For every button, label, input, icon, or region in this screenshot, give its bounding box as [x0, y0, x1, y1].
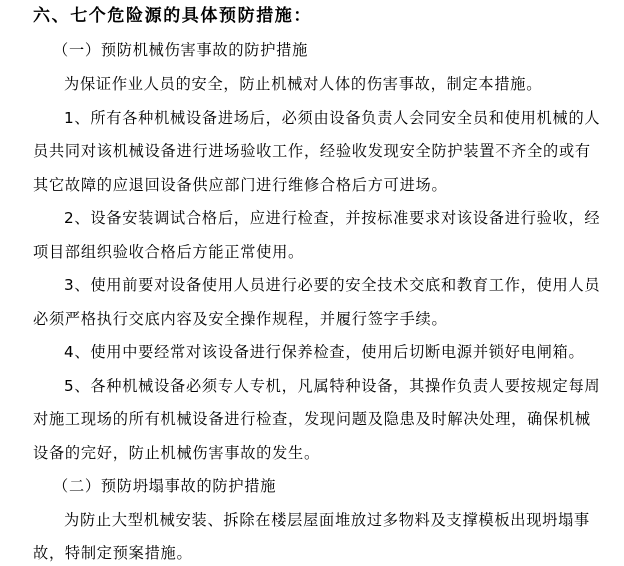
item-2-line-1: 2、设备安装调试合格后，应进行检查，并按标准要求对该设备进行验收，经: [64, 209, 601, 227]
section-2-intro-line-1: 为防止大型机械安装、拆除在楼层屋面堆放过多物料及支撑模板出现坍塌事: [64, 511, 590, 529]
item-3-line-2: 必须严格执行交底内容及安全操作规程，并履行签字手续。: [33, 310, 448, 328]
item-5-line-1: 5、各种机械设备必须专人专机，凡属特种设备，其操作负责人要按规定每周: [64, 377, 601, 395]
item-2-line-2: 项目部组织验收合格后方能正常使用。: [33, 243, 304, 261]
item-5-line-2: 对施工现场的所有机械设备进行检查，发现问题及隐患及时解决处理，确保机械: [33, 410, 591, 428]
item-1-line-3: 其它故障的应退回设备供应部门进行维修合格后方可进场。: [33, 176, 448, 194]
item-1-line-1: 1、所有各种机械设备进场后，必须由设备负责人会同安全员和使用机械的人: [64, 109, 601, 127]
item-4-line-1: 4、使用中要经常对该设备进行保养检查，使用后切断电源并锁好电闸箱。: [64, 343, 585, 361]
section-1-heading: （一）预防机械伤害事故的防护措施: [53, 41, 308, 59]
item-1-line-2: 员共同对该机械设备进行进场验收工作，经验收发现安全防护装置不齐全的或有: [33, 142, 591, 160]
item-5-line-3: 设备的完好，防止机械伤害事故的发生。: [33, 444, 320, 462]
document-title: 六、七个危险源的具体预防措施：: [33, 6, 312, 26]
item-3-line-1: 3、使用前要对设备使用人员进行必要的安全技术交底和教育工作，使用人员: [64, 276, 601, 294]
section-2-heading: （二）预防坍塌事故的防护措施: [53, 477, 277, 495]
section-1-intro: 为保证作业人员的安全，防止机械对人体的伤害事故，制定本措施。: [64, 75, 543, 93]
section-2-intro-line-2: 故，特制定预案措施。: [33, 544, 193, 562]
